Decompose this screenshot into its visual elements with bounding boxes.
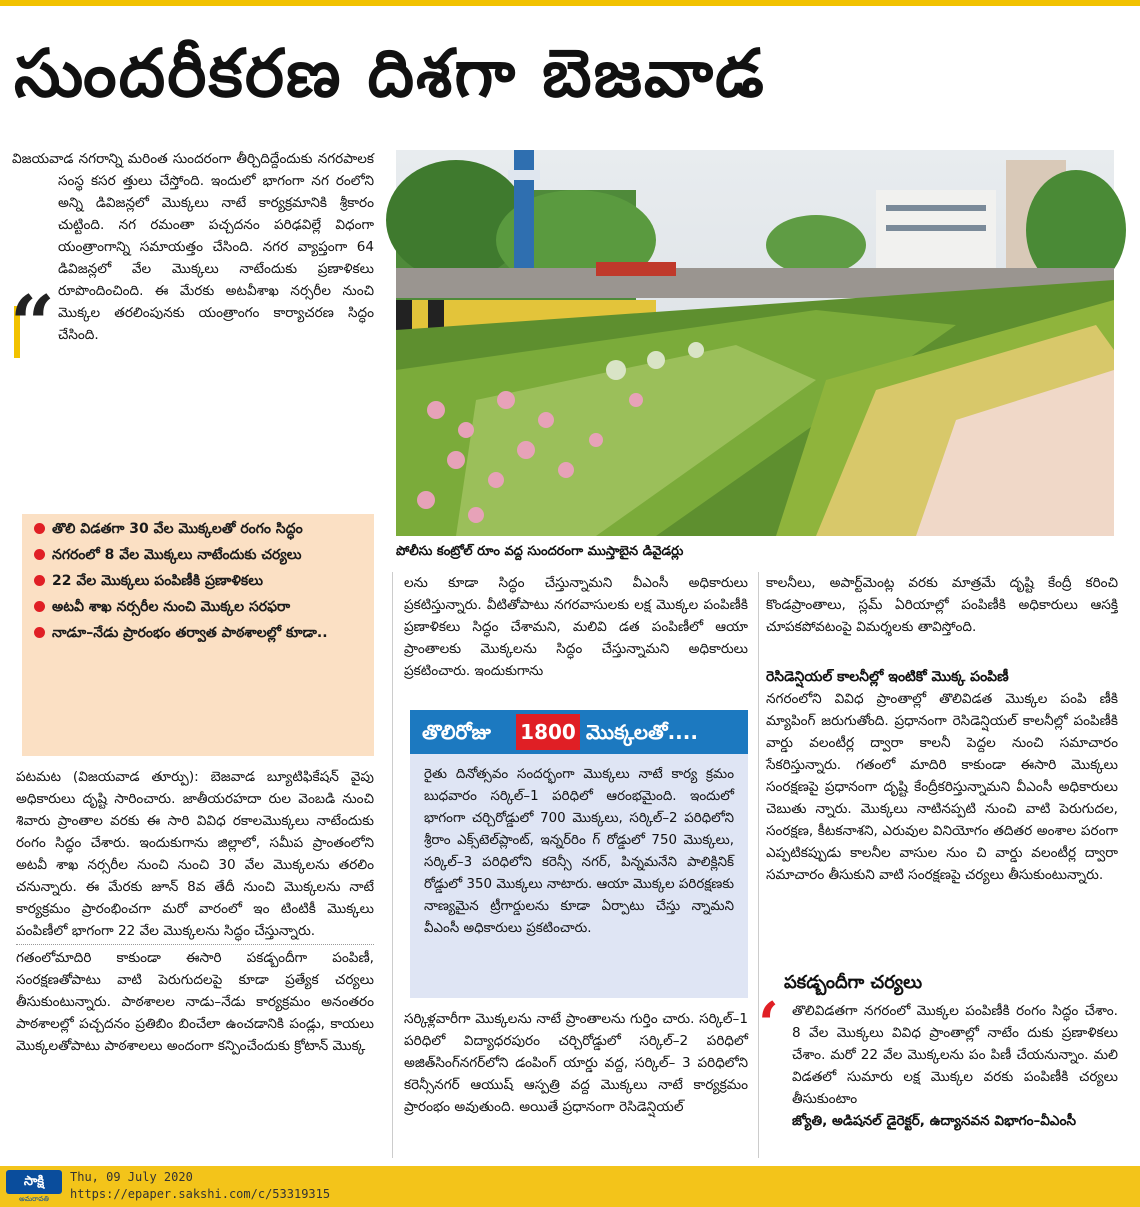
highlight-item (32, 594, 374, 620)
median-garden-photo (396, 150, 1114, 536)
highlight-text: అటవీ శాఖ నర్సరీల నుంచి మొక్కల సరఫరా (52, 599, 291, 615)
box-title-bar (410, 710, 748, 754)
highlight-item (32, 620, 374, 646)
box-title-suffix: మొక్కలతో.... (586, 720, 698, 744)
bullet-icon (34, 601, 45, 612)
box-paragraph: రైతు దినోత్సవం సందర్భంగా మొక్కలు నాటే కార్య క్రమం బుధవారం సర్కిల్‌–1 పరిధిలో ఆరంభమైంది. ఇందులో భాగంగా చర్చిరోడ్డులో 700 మొక్కలు, సర్కిల్‌–2 పరిధిలోని శ్రీరాం ఎక్స్‌టెల్‌ప్లాంట్, ఇన్నర్‌రిం గ్‌ రోడ్డులో 750 మొక్కలు, సర్కిల్‌–3 పరిధిలోని కరెన్సీ నగర్, పిన్నమనేని పాలిక్లినిక్‌ రోడ్డులో 350 మొక్కలు నాటారు. ఆయా మొక్కల పరిరక్షణకు నాణ్యమైన ట్రీగార్డులను కూడా ఏర్పాటు చేస్తు న్నామని వీఎంసీ అధికారులు ప్రకటించారు. (424, 767, 734, 936)
highlight-item (32, 542, 374, 568)
box-body (410, 754, 748, 940)
sakshi-logo (6, 1170, 62, 1202)
article-paragraph: గతంలోమాదిరి కాకుండా ఈసారి పకడ్బందీగా పంపిణీ, సంరక్షణతోపాటు వాటి పెరుగుదలపై కూడా ప్రత్యేక చర్యలు తీసుకుంటున్నారు. పాఠశాలల నాడు–నేడు కార్యక్రమం అనంతరం పాఠశాలల్లో పచ్చదనం ప్రతిబిం బించేలా ఉంచడానికి పండ్లు, కాయలు మొక్కలతోపాటు పాఠశాలలు అందంగా కన్పించేందుకు క్రోటాన్‌ మొక్క (16, 950, 374, 1054)
highlight-text: నగరంలో 8 వేల మొక్కలు నాటేందుకు చర్యలు (52, 547, 302, 563)
column-divider (758, 572, 759, 1158)
bullet-icon (34, 575, 45, 586)
logo-subtext: అమరావతి (19, 1195, 49, 1203)
news-photo (396, 150, 1114, 536)
quote-mark-icon: “ (10, 279, 55, 370)
bullet-icon (34, 523, 45, 534)
highlights-box (22, 514, 374, 756)
first-day-plants-box (410, 710, 748, 998)
article-column-left (16, 766, 374, 1158)
article-paragraph: కాలనీలు, అపార్ట్‌మెంట్ల వరకు మాత్రమే దృష్టి కేంద్రీ కరించి కొండప్రాంతాలు, స్లమ్‌ ఏరియాల్లో పంపిణీకి అధికారులు ఆసక్తి చూపకపోవటంపై విమర్శలకు తావిస్తోంది. (766, 575, 1118, 635)
top-accent-strip (0, 0, 1140, 6)
subheading-measures: పకడ్బందీగా చర్యలు (784, 972, 923, 993)
quote-text: తొలివిడతగా నగరంలో మొక్కల పంపిణీకి రంగం సిద్ధం చేశాం. 8 వేల మొక్కలు వివిధ ప్రాంతాల్లో నాటేం దుకు ప్రణాళికలు చేశాం. మరో 22 వేల మొక్కలను పం పిణీ చేయనున్నాం. మలి విడతలో సుమారు లక్ష మొక్కల వరకు పంపిణీకి చర్యలు తీసుకుంటాం (792, 1003, 1118, 1107)
highlight-item (32, 568, 374, 594)
article-paragraph: సర్కిళ్లవారీగా మొక్కలను నాటే ప్రాంతాలను గుర్తిం చారు. సర్కిల్‌–1 పరిధిలో విద్యాధరపురం చర్చిరోడ్డులో సర్కిల్‌–2 పరిధిలో అజిత్‌సింగ్‌నగర్‌లోని డంపింగ్‌ యార్డు వద్ద, సర్కిల్‌– 3 పరిధిలోని కరెన్సీనగర్‌ ఆయుష్‌ ఆస్పత్రి వద్ద మొక్కలు నాటే కార్యక్రమం ప్రారంభం అవుతుంది. అయితే ప్రధానంగా రెసిడెన్షియల్‌ (404, 1011, 749, 1115)
article-column-right-lower (766, 688, 1118, 958)
intro-paragraph-block (12, 148, 374, 498)
column-divider (392, 572, 393, 1158)
highlight-text: నాడూ–నేడు ప్రారంభం తర్వాత పాఠశాలల్లో కూడా.. (52, 625, 328, 641)
photo-caption: పోలీసు కంట్రోల్‌ రూం వద్ద సుందరంగా ముస్తాబైన డివైడర్లు (396, 544, 684, 559)
official-quote (792, 1000, 1118, 1132)
article-column-right (766, 572, 1118, 668)
article-paragraph: లను కూడా సిద్ధం చేస్తున్నామని వీఎంసీ అధికారులు ప్రకటిస్తున్నారు. వీటితోపాటు నగరవాసులకు లక్ష మొక్కల పంపిణీకి ప్రణాళికలు సిద్ధం చేశామని, మలివి డత పంపిణీలో ఆయా ప్రాంతాలకు మొక్కలను సిద్ధం చేస్తున్నామని అధికారులు ప్రకటించారు. ఇందుకుగాను (404, 575, 748, 679)
article-paragraph: నగరంలోని వివిధ ప్రాంతాల్లో తొలివిడత మొక్కల పంపి ణీకి మ్యాపింగ్‌ జరుగుతోంది. ప్రధానంగా రెసిడెన్షియల్‌ కాలనీల్లో పంపిణీకి వార్డు వలంటీర్ల ద్వారా కాలనీ పెద్దల నుంచి సమాచారం సేకరిస్తున్నారు. గతంలో మాదిరి కాకుండా ఈసారి మొక్కలు సంరక్షణపై ప్రధానంగా దృష్టి కేంద్రీకరిస్తున్నామని వీఎంసీ అధికారులు చెబుతు న్నారు. మొక్కలు నాటినప్పటి నుంచి వాటి పెరుగుదల, సంరక్షణ, కీటకనాశని, ఎరువుల వినియోగం తదితర అంశాల పరంగా ఎప్పటికప్పుడు కాలనీల వాసుల నుం చి వార్డు వలంటీర్ల ద్వారా సమాచారం తీసుకుని వాటి సంరక్షణపై చర్యలు తీసుకుంటున్నారు. (766, 691, 1118, 883)
bullet-icon (34, 627, 45, 638)
box-title-number: 1800 (516, 714, 580, 750)
quote-attribution: జ్యోతి, అడిషనల్‌ డైరెక్టర్, ఉద్యానవన విభాగం–వీఎంసీ (792, 1113, 1077, 1129)
article-column-middle (404, 572, 748, 702)
intro-paragraph: విజయవాడ నగరాన్ని మరింత సుందరంగా తీర్చిదిద్దేందుకు నగరపాలక సంస్థ కసర త్తులు చేస్తోంది. ఇందులో భాగంగా నగ రంలోని అన్ని డివిజన్లలో మొక్కలు నాటే కార్యక్రమానికి శ్రీకారం చుట్టింది. నగ రమంతా పచ్చదనం పరిఢవిల్లే విధంగా యంత్రాంగాన్ని సమాయత్తం చేసింది. నగర వ్యాప్తంగా 64 డివిజన్లలో వేల మొక్కలు నాటేందుకు ప్రణాళికలు రూపొందించింది. ఈ మేరకు అటవీశాఖ నర్సరీల నుంచి మొక్కల తరలింపునకు యంత్రాంగం కార్యాచరణ సిద్ధం చేసింది. (12, 151, 374, 343)
quote-mark-red-icon: ‘ (758, 990, 779, 1060)
logo-text: సాక్షి (6, 1170, 62, 1194)
subheading-residential: రెసిడెన్షియల్‌ కాలనీల్లో ఇంటికో మొక్క పంపిణీ (766, 669, 1009, 685)
edition-date: Thu, 09 July 2020 (70, 1170, 193, 1184)
highlight-item (32, 516, 374, 542)
article-paragraph: పటమట (విజయవాడ తూర్పు): బెజవాడ బ్యూటిఫికేషన్‌ వైపు అధికారులు దృష్టి సారించారు. జాతీయరహదా రుల వెంబడి నుంచి శివారు ప్రాంతాల వరకు ఈ సారి వివిధ రకాలమొక్కలు నాటేందుకు రంగం సిద్ధం చేశారు. ఇందుకుగాను జిల్లాలో, సమీప ప్రాంతంలోని అటవీ శాఖ నర్సరీల నుంచి నుంచి 30 వేల మొక్కలను తరలిం చనున్నారు. ఈ మేరకు జూన్‌ 8వ తేదీ నుంచి మొక్కలను నాటే కార్యక్రమం ప్రారంభించగా మరో వారంలో ఇం టింటికీ మొక్కలు పంపిణీలో భాగంగా 22 వేల మొక్కలను సిద్ధం చేస్తున్నారు. (16, 769, 374, 939)
box-title-prefix: తొలిరోజు (422, 720, 491, 744)
footer-bar (0, 1166, 1140, 1207)
highlight-text: తొలి విడతగా 30 వేల మొక్కలతో రంగం సిద్ధం (52, 521, 303, 537)
highlight-text: 22 వేల మొక్కలు పంపిణీకి ప్రణాళికలు (52, 573, 263, 589)
epaper-link[interactable]: https://epaper.sakshi.com/c/53319315 (70, 1187, 331, 1201)
article-column-middle-lower (404, 1008, 748, 1158)
dotted-divider (16, 944, 374, 945)
bullet-icon (34, 549, 45, 560)
page-title: సుందరీకరణ దిశగా బెజవాడ (14, 35, 766, 112)
